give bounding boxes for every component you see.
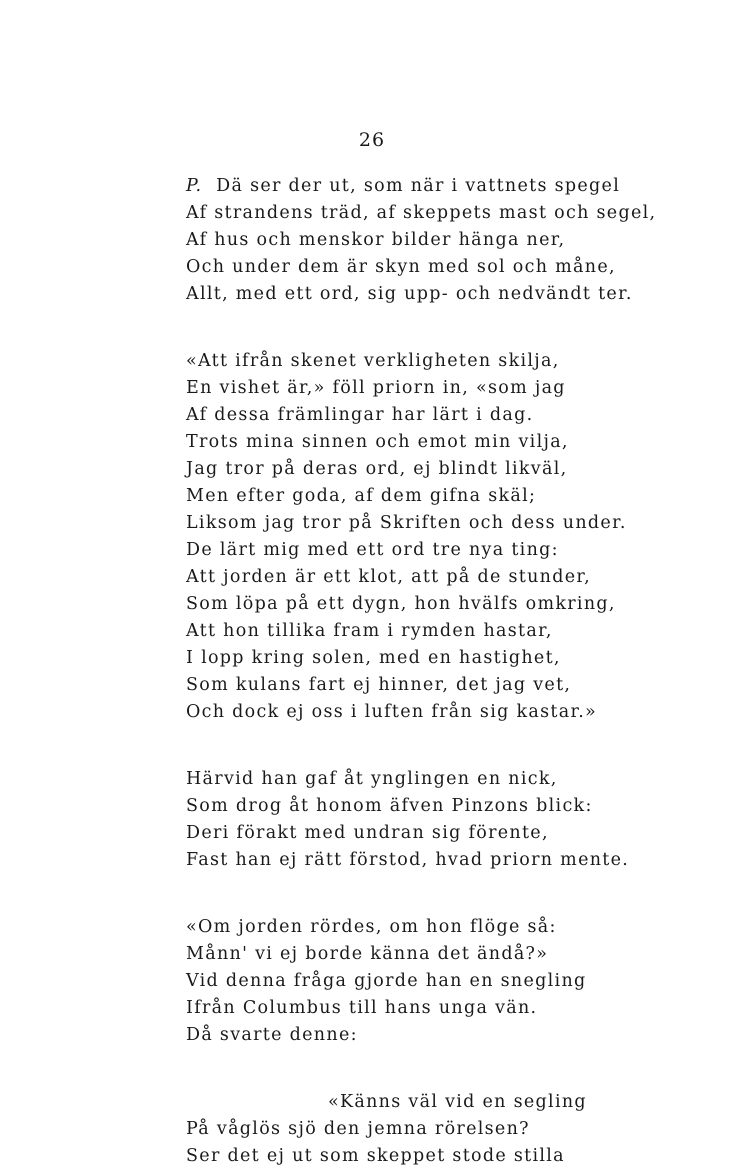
poem-line: Ifrån Columbus till hans unga vän. [186,998,538,1018]
poem-line: Som löpa på ett dygn, hon hvälfs omkring, [186,594,616,614]
poem-line: Af hus och menskor bilder hänga ner, [186,230,566,250]
poem-line [186,173,621,200]
speaker-label: P. [186,176,203,196]
poem-line: Deri förakt med undran sig förente, [186,823,549,843]
poem-line: Af strandens träd, af skeppets mast och segel, [186,203,657,223]
poem-line: Trots mina sinnen och emot min vilja, [186,432,569,452]
poem-line-indented: «Känns väl vid en segling [328,1092,587,1112]
poem-line: I lopp kring solen, med en hastighet, [186,648,561,668]
poem-line: Härvid han gaf åt ynglingen en nick, [186,769,558,789]
poem-line: Månn' vi ej borde känna det ändå?» [186,944,549,964]
poem-line: Att hon tillika fram i rymden hastar, [186,621,553,641]
poem-line: Allt, med ett ord, sig upp- och nedvändt ter. [186,284,633,304]
poem-line: Och under dem är skyn med sol och måne, [186,257,616,277]
poem-line: Vid denna fråga gjorde han en snegling [186,971,587,991]
stanza-5 [186,1089,606,1170]
stanza-4 [186,914,606,1049]
poem-line: De lärt mig med ett ord tre nya ting: [186,540,559,560]
line-text: Dä ser der ut, som när i vattnets spegel [216,176,621,196]
poem-line: Af dessa främlingar har lärt i dag. [186,405,534,425]
poem-line: «Att ifrån skenet verkligheten skilja, [186,351,560,371]
page-number: 26 [358,129,386,151]
poem-line: Ser det ej ut som skeppet stode stilla [186,1146,565,1166]
poem-line: Fast han ej rätt förstod, hvad priorn mente. [186,850,630,870]
poem-line: «Om jorden rördes, om hon flöge så: [186,917,557,937]
poem-line: Då svarte denne: [186,1025,358,1045]
poem-line: Liksom jag tror på Skriften och dess under. [186,513,627,533]
poem-body [186,173,657,1170]
poem-line: Och dock ej oss i luften från sig kastar.» [186,702,598,722]
stanza-3 [186,766,630,874]
poem-line: Att jorden är ett klot, att på de stunder, [186,567,592,587]
poem-line: På våglös sjö den jemna rörelsen? [186,1119,530,1139]
poem-line: Som drog åt honom äfven Pinzons blick: [186,796,593,816]
poem-line: En vishet är,» föll priorn in, «som jag [186,378,566,398]
poem-line: Jag tror på deras ord, ej blindt likväl, [186,459,568,479]
stanza-2 [186,348,627,726]
poem-line: Som kulans fart ej hinner, det jag vet, [186,675,572,695]
stanza-1 [186,173,657,308]
poem-line: Men efter goda, af dem gifna skäl; [186,486,537,506]
